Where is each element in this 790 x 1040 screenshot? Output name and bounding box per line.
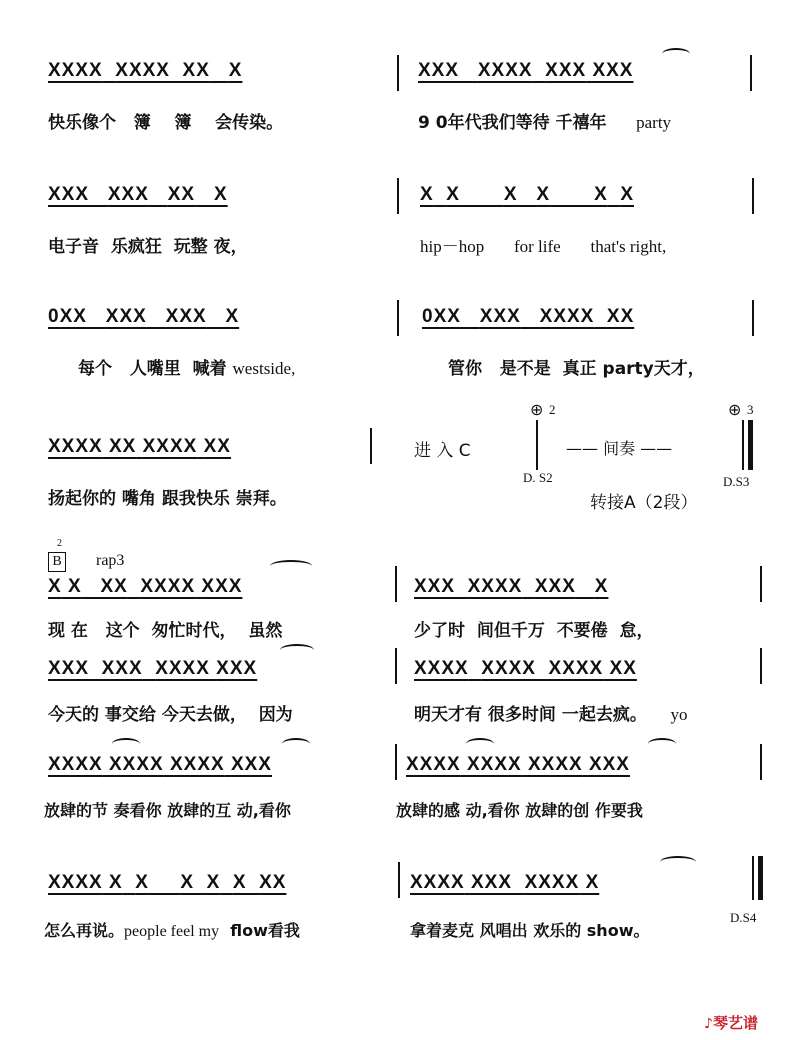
barline bbox=[760, 566, 762, 602]
tie-mark bbox=[648, 738, 676, 750]
interlude-label: —— 间奏 —— bbox=[566, 439, 673, 458]
rap-label: rap3 bbox=[96, 552, 125, 569]
lyric-row5-left: 现 在 这个 匆忙时代， 虽然 bbox=[48, 621, 283, 641]
final-barline bbox=[758, 856, 763, 900]
barline bbox=[536, 420, 538, 470]
transition-label: 转接A（2段） bbox=[590, 493, 698, 513]
lyric-row6-right: 明天才有 很多时间 一起去疯。 yo bbox=[414, 705, 688, 725]
lyric-row1-right: 9 0年代我们等待 千禧年 party bbox=[418, 113, 672, 133]
barline bbox=[750, 55, 752, 91]
tie-mark bbox=[466, 738, 494, 750]
barline bbox=[752, 300, 754, 336]
segno-number: 2 bbox=[549, 402, 556, 417]
lyric-row3-right: 管你 是不是 真正 party天才， bbox=[448, 359, 705, 379]
rhythm-row4-left: XXXX XX XXXX XX bbox=[48, 436, 231, 457]
barline bbox=[760, 744, 762, 780]
ds2-label: D. S2 bbox=[523, 470, 553, 485]
tie-mark bbox=[282, 738, 310, 750]
lyric-row7-right: 放肆的感 动,看你 放肆的创 作要我 bbox=[396, 801, 643, 820]
ds4-label: D.S4 bbox=[730, 910, 757, 925]
barline bbox=[398, 862, 400, 898]
section-superscript: 2 bbox=[57, 538, 62, 549]
watermark-icon: ♪ bbox=[704, 1016, 713, 1032]
barline bbox=[370, 428, 372, 464]
barline bbox=[395, 744, 397, 780]
rhythm-row5-right: XXX XXXX XXX X bbox=[414, 576, 609, 597]
barline bbox=[760, 648, 762, 684]
rhythm-row7-left: XXXX XXXX XXXX XXX bbox=[48, 754, 272, 775]
lyric-row8-right: 拿着麦克 风唱出 欢乐的 show。 bbox=[410, 921, 650, 940]
tie-mark bbox=[280, 644, 314, 656]
ds3-label: D.S3 bbox=[723, 474, 750, 489]
segno-coda-icon: ⊕ bbox=[728, 400, 742, 419]
lyric-row2-left: 电子音 乐疯狂 玩整 夜， bbox=[48, 237, 248, 257]
barline bbox=[397, 178, 399, 214]
lyric-row1-left: 快乐像个 簿 簿 会传染。 bbox=[48, 113, 284, 133]
barline bbox=[397, 55, 399, 91]
rhythm-row8-right: XXXX XXX XXXX X bbox=[410, 872, 600, 893]
rhythm-row3-left: 0XX XXX XXX X bbox=[48, 306, 240, 327]
rhythm-row8-left: XXXX X X X X X XX bbox=[48, 872, 287, 893]
rhythm-row6-right: XXXX XXXX XXXX XX bbox=[414, 658, 637, 679]
lyric-row4-left: 扬起你的 嘴角 跟我快乐 崇拜。 bbox=[48, 489, 287, 509]
barline bbox=[752, 856, 754, 900]
rhythm-row5-left: X X XX XXXX XXX bbox=[48, 576, 243, 597]
watermark-logo: ♪琴艺谱 bbox=[704, 1014, 758, 1032]
tie-mark bbox=[662, 48, 690, 60]
lyric-row3-left: 每个 人嘴里 喊着 westside, bbox=[78, 359, 296, 379]
barline bbox=[395, 566, 397, 602]
tie-mark bbox=[270, 560, 312, 572]
rhythm-row2-left: XXX XXX XX X bbox=[48, 184, 228, 205]
lyric-row6-left: 今天的 事交给 今天去做， 因为 bbox=[48, 705, 293, 725]
rhythm-row2-right: X X X X X X bbox=[420, 184, 634, 205]
barline bbox=[397, 300, 399, 336]
lyric-row2-right: hip－hop for life that's right, bbox=[420, 237, 667, 256]
rhythm-row1-left: XXXX XXXX XX X bbox=[48, 60, 243, 81]
rhythm-row6-left: XXX XXX XXXX XXX bbox=[48, 658, 258, 679]
barline bbox=[742, 420, 744, 470]
enter-c-label: 进 入 C bbox=[414, 441, 471, 461]
barline bbox=[395, 648, 397, 684]
barline bbox=[752, 178, 754, 214]
lyric-row8-left: 怎么再说。people feel my flow看我 bbox=[44, 921, 300, 940]
lyric-row5-right: 少了时 间但千万 不要倦 怠， bbox=[414, 621, 654, 641]
tie-mark bbox=[112, 738, 140, 750]
section-letter-box: B bbox=[48, 552, 66, 572]
segno-number: 3 bbox=[747, 402, 754, 417]
segno-coda-icon: ⊕ bbox=[530, 400, 544, 419]
rhythm-row3-right: 0XX XXX XXXX XX bbox=[422, 306, 635, 327]
rhythm-row7-right: XXXX XXXX XXXX XXX bbox=[406, 754, 630, 775]
final-barline bbox=[748, 420, 753, 470]
lyric-row7-left: 放肆的节 奏看你 放肆的互 动,看你 bbox=[44, 801, 291, 820]
rhythm-row1-right: XXX XXXX XXX XXX bbox=[418, 60, 634, 81]
tie-mark bbox=[660, 856, 696, 868]
